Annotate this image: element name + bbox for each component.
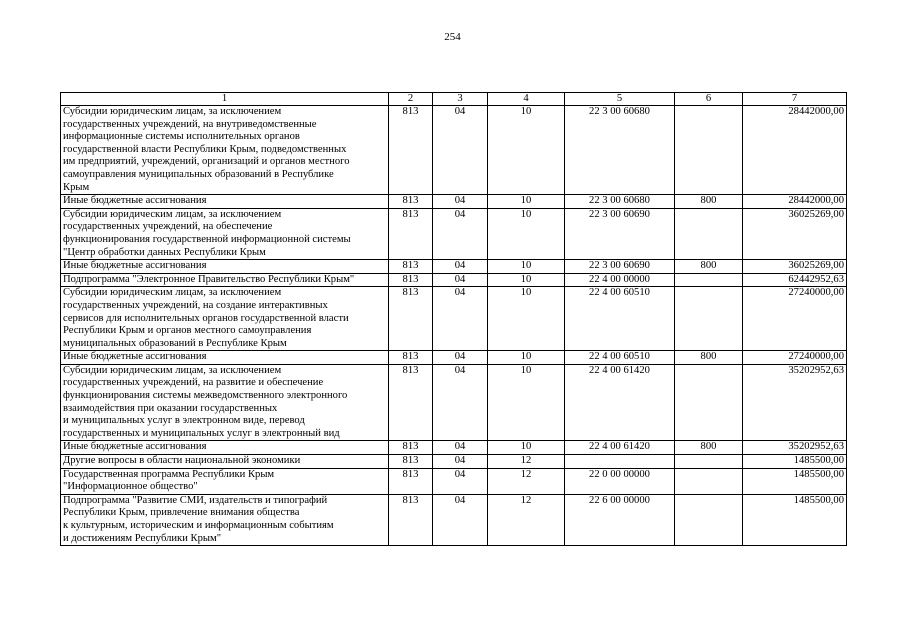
item-name-line: Подпрограмма "Развитие СМИ, издательств и типографий [63,494,328,506]
section-code-cell: 04 [433,468,488,494]
table-row [61,208,847,259]
department-code-cell: 813 [389,441,433,455]
department-code-cell: 813 [389,273,433,287]
item-name-line: Республики Крым, привлечение внимания общества [63,507,300,519]
target-article-cell: 22 4 00 60510 [565,351,675,365]
department-code-cell: 813 [389,195,433,209]
item-name-line: взаимодействия при оказании государственных [63,402,278,414]
expense-type-cell [675,106,743,195]
section-code-cell: 04 [433,195,488,209]
page-number: 254 [444,31,461,43]
target-article-cell: 22 4 00 00000 [565,273,675,287]
subsection-code-cell: 10 [488,195,565,209]
expense-type-cell: 800 [675,441,743,455]
table-row [61,468,847,494]
department-code-cell: 813 [389,260,433,274]
subsection-code-cell: 10 [488,441,565,455]
item-name-line: Иные бюджетные ассигнования [63,195,207,207]
section-code-cell: 04 [433,494,488,545]
amount-cell: 1485500,00 [743,494,847,545]
department-code-cell: 813 [389,106,433,195]
section-code-cell: 04 [433,287,488,351]
amount-cell: 35202952,63 [743,441,847,455]
item-name-line: государственных учреждений, на создание интерактивных [63,299,328,311]
header-cell: 1 [61,93,389,106]
department-code-cell: 813 [389,351,433,365]
expense-type-cell [675,494,743,545]
section-code-cell: 04 [433,260,488,274]
item-name-line: государственной власти Республики Крым, подведомственных [63,143,347,155]
amount-cell: 62442952,63 [743,273,847,287]
item-name-line: государственных учреждений, на обеспечение [63,221,273,233]
subsection-code-cell: 12 [488,468,565,494]
target-article-cell [565,455,675,469]
subsection-code-cell: 10 [488,260,565,274]
header-cell: 7 [743,93,847,106]
table-row [61,195,847,209]
item-name-line: функционирования государственной информационной системы [63,233,351,245]
department-code-cell: 813 [389,287,433,351]
expense-type-cell [675,364,743,441]
amount-cell: 28442000,00 [743,195,847,209]
item-name-line: Другие вопросы в области национальной экономики [63,455,301,467]
item-name-line: к культурным, историческим и информационным событиям [63,520,334,531]
item-name-line: муниципальных образований в Республике Крым [63,337,287,349]
section-code-cell: 04 [433,455,488,469]
item-name-line: им предприятий, учреждений, организаций и органов местного [63,156,350,168]
subsection-code-cell: 10 [488,287,565,351]
item-name-cell [61,351,389,365]
item-name-line: Субсидии юридическим лицам, за исключением [63,208,282,220]
expense-type-cell [675,455,743,469]
table-row [61,106,847,195]
header-cell: 4 [488,93,565,106]
item-name-cell [61,287,389,351]
department-code-cell: 813 [389,455,433,469]
table-row [61,494,847,545]
amount-cell: 36025269,00 [743,260,847,274]
item-name-line: и достижениям Республики Крым" [63,532,222,544]
amount-cell: 28442000,00 [743,106,847,195]
expense-type-cell: 800 [675,260,743,274]
table-row [61,455,847,469]
section-code-cell: 04 [433,106,488,195]
item-name-line: Иные бюджетные ассигнования [63,441,207,453]
item-name-cell [61,208,389,259]
item-name-cell [61,441,389,455]
item-name-line: функционирования системы межведомственного электронного [63,390,348,402]
item-name-line: Субсидии юридическим лицам, за исключением [63,106,282,117]
table-row [61,441,847,455]
target-article-cell: 22 4 00 61420 [565,441,675,455]
department-code-cell: 813 [389,494,433,545]
expense-type-cell [675,273,743,287]
table-row [61,351,847,365]
item-name-line: государственных и муниципальных услуг в электронный вид [63,427,340,439]
item-name-cell [61,494,389,545]
item-name-line: Подпрограмма "Электронное Правительство Республики Крым" [63,273,355,285]
target-article-cell: 22 4 00 61420 [565,364,675,441]
expense-type-cell [675,208,743,259]
subsection-code-cell: 12 [488,455,565,469]
item-name-cell [61,468,389,494]
item-name-line: сервисов для исполнительных органов государственной власти [63,312,349,324]
expense-type-cell: 800 [675,351,743,365]
item-name-line: "Центр обработки данных Республики Крым [63,246,266,258]
item-name-line: Субсидии юридическим лицам, за исключением [63,287,282,299]
item-name-line: "Информационное общество" [63,481,198,493]
table-row [61,364,847,441]
table-row [61,260,847,274]
item-name-cell [61,364,389,441]
target-article-cell: 22 0 00 00000 [565,468,675,494]
item-name-line: Крым [63,181,90,193]
subsection-code-cell: 10 [488,273,565,287]
target-article-cell: 22 3 00 60690 [565,260,675,274]
item-name-line: Республики Крым и органов местного самоуправления [63,325,312,337]
target-article-cell: 22 3 00 60680 [565,195,675,209]
header-cell: 6 [675,93,743,106]
expense-type-cell [675,468,743,494]
item-name-line: Иные бюджетные ассигнования [63,351,207,363]
item-name-cell [61,455,389,469]
item-name-line: информационные системы исполнительных органов [63,131,300,143]
item-name-cell [61,195,389,209]
budget-table [60,92,847,546]
header-cell: 2 [389,93,433,106]
amount-cell: 36025269,00 [743,208,847,259]
header-row [61,93,847,106]
table-row [61,273,847,287]
item-name-line: Государственная программа Республики Крым [63,468,275,480]
table-row [61,287,847,351]
item-name-line: Иные бюджетные ассигнования [63,260,207,272]
section-code-cell: 04 [433,351,488,365]
target-article-cell: 22 4 00 60510 [565,287,675,351]
amount-cell: 1485500,00 [743,468,847,494]
section-code-cell: 04 [433,208,488,259]
expense-type-cell: 800 [675,195,743,209]
department-code-cell: 813 [389,468,433,494]
item-name-cell [61,260,389,274]
target-article-cell: 22 6 00 00000 [565,494,675,545]
amount-cell: 1485500,00 [743,455,847,469]
table-body [61,106,847,546]
expense-type-cell [675,287,743,351]
header-cell: 5 [565,93,675,106]
amount-cell: 27240000,00 [743,287,847,351]
item-name-line: государственных учреждений, на внутриведомственные [63,118,317,130]
subsection-code-cell: 10 [488,208,565,259]
item-name-line: самоуправления муниципальных образований в Республике [63,168,334,180]
subsection-code-cell: 10 [488,106,565,195]
item-name-cell [61,273,389,287]
section-code-cell: 04 [433,364,488,441]
header-cell: 3 [433,93,488,106]
department-code-cell: 813 [389,364,433,441]
subsection-code-cell: 12 [488,494,565,545]
department-code-cell: 813 [389,208,433,259]
subsection-code-cell: 10 [488,351,565,365]
amount-cell: 27240000,00 [743,351,847,365]
item-name-line: государственных учреждений, на развитие и обеспечение [63,377,324,389]
item-name-line: Субсидии юридическим лицам, за исключением [63,364,282,376]
item-name-cell [61,106,389,195]
target-article-cell: 22 3 00 60690 [565,208,675,259]
section-code-cell: 04 [433,441,488,455]
subsection-code-cell: 10 [488,364,565,441]
section-code-cell: 04 [433,273,488,287]
amount-cell: 35202952,63 [743,364,847,441]
item-name-line: и муниципальных услуг в электронном виде, перевод [63,415,305,427]
target-article-cell: 22 3 00 60680 [565,106,675,195]
